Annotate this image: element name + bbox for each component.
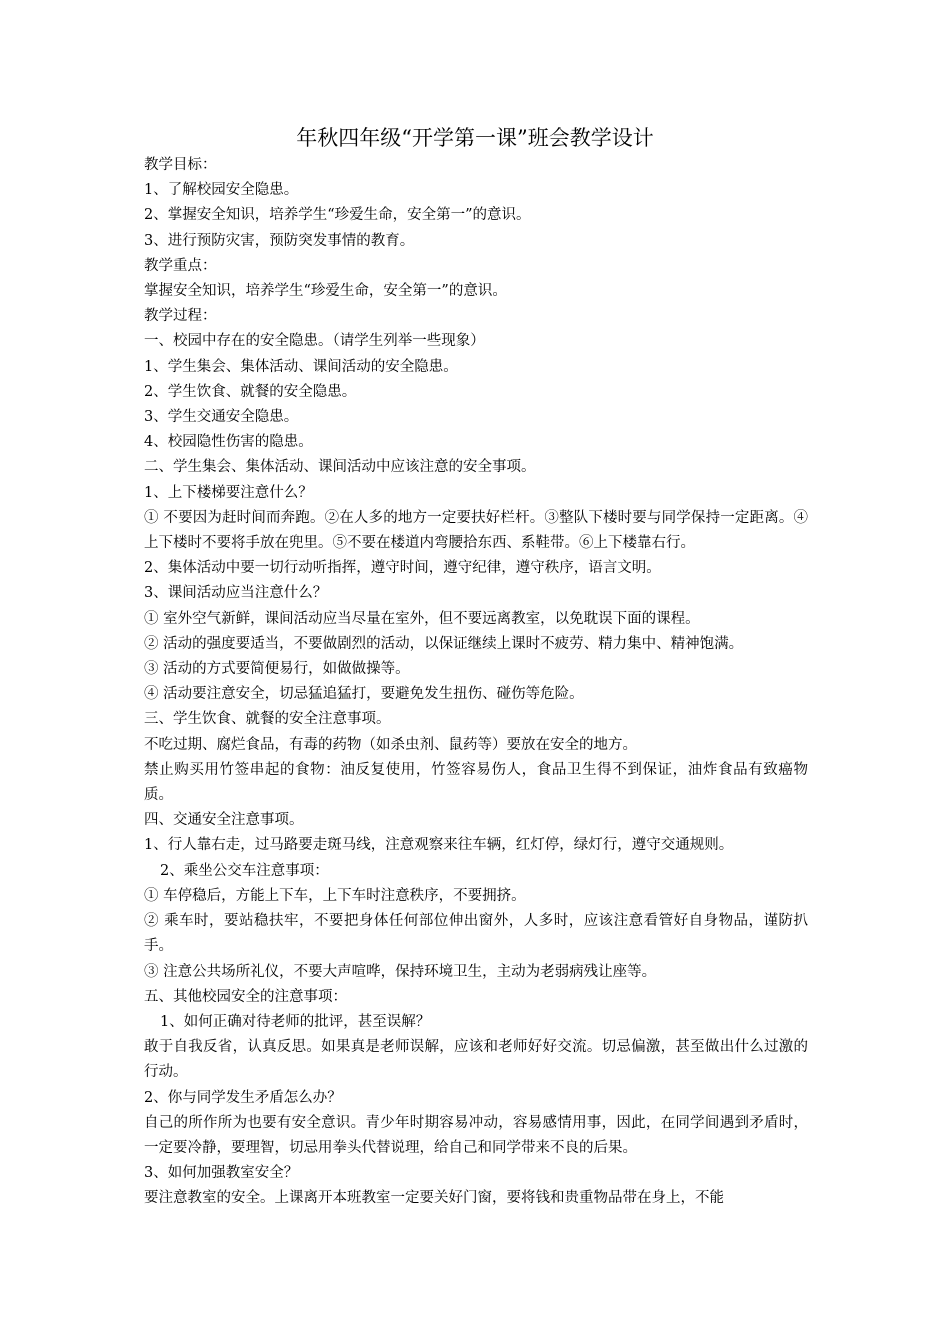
paragraph: 4、校园隐性伤害的隐患。 — [144, 434, 313, 451]
paragraph: 自己的所作所为也要有安全意识。青少年时期容易冲动，容易感情用事，因此，在同学间遇到矛盾时，一定要冷静，要理智，切忌用拳头代替说理，给自己和同学带来不良的后果。 — [144, 1114, 808, 1156]
paragraph: 1、上下楼梯要注意什么？ — [144, 484, 313, 501]
document-title: 年秋四年级“开学第一课”班会教学设计 — [296, 126, 654, 150]
paragraph: 教学过程： — [144, 308, 217, 325]
paragraph: 2、乘坐公交车注意事项： — [160, 862, 329, 879]
paragraph: ② 活动的强度要适当，不要做剧烈的活动，以保证继续上课时不疲劳、精力集中、精神饱满。 — [144, 635, 744, 652]
paragraph: 3、学生交通安全隐患。 — [144, 409, 299, 426]
paragraph: 敢于自我反省，认真反思。如果真是老师误解，应该和老师好好交流。切忌偏激，甚至做出什么过激的行动。 — [144, 1039, 808, 1081]
paragraph: 三、学生饮食、就餐的安全注意事项。 — [144, 711, 391, 728]
paragraph: ① 不要因为赶时间而奔跑。②在人多的地方一定要扶好栏杆。③整队下楼时要与同学保持一定距离。④上下楼时不要将手放在兜里。⑤不要在楼道内弯腰拾东西、系鞋带。⑥上下楼靠右行。 — [144, 509, 808, 552]
paragraph: 3、课间活动应当注意什么？ — [144, 585, 328, 602]
paragraph: 3、如何加强教室安全？ — [144, 1165, 299, 1182]
paragraph: 五、其他校园安全的注意事项： — [144, 988, 347, 1005]
paragraph: 要注意教室的安全。上课离开本班教室一定要关好门窗，要将钱和贵重物品带在身上，不能 — [144, 1190, 724, 1207]
paragraph: 2、集体活动中要一切行动听指挥，遵守时间，遵守纪律，遵守秩序，语言文明。 — [144, 560, 661, 577]
paragraph: 1、学生集会、集体活动、课间活动的安全隐患。 — [144, 358, 458, 375]
paragraph: 1、行人靠右走，过马路要走斑马线，注意观察来往车辆，红灯停，绿灯行，遵守交通规则。 — [144, 837, 734, 854]
paragraph: 教学重点： — [144, 257, 217, 274]
paragraph: ② 乘车时，要站稳扶牢，不要把身体任何部位伸出窗外，人多时，应该注意看管好自身物品，谨防扒手。 — [144, 913, 808, 955]
paragraph: 1、了解校园安全隐患。 — [144, 182, 299, 199]
paragraph: ① 车停稳后，方能上下车，上下车时注意秩序，不要拥挤。 — [144, 887, 526, 904]
paragraph: 掌握安全知识，培养学生“珍爱生命，安全第一”的意识。 — [144, 283, 507, 300]
paragraph: ④ 活动要注意安全，切忌猛追猛打，要避免发生扭伤、碰伤等危险。 — [144, 686, 584, 703]
paragraph: 禁止购买用竹签串起的食物：油反复使用，竹签容易伤人，食品卫生得不到保证，油炸食品有致癌物质。 — [144, 761, 808, 804]
paragraph: 不吃过期、腐烂食品，有毒的药物（如杀虫剂、鼠药等）要放在安全的地方。 — [144, 736, 637, 753]
paragraph: 一、校园中存在的安全隐患。（请学生列举一些现象） — [144, 333, 485, 350]
paragraph: ③ 注意公共场所礼仪，不要大声喧哗，保持环境卫生，主动为老弱病残让座等。 — [144, 963, 657, 980]
paragraph: 3、进行预防灾害，预防突发事情的教育。 — [144, 232, 415, 249]
paragraph: 2、你与同学发生矛盾怎么办？ — [144, 1089, 342, 1106]
paragraph: 2、掌握安全知识，培养学生“珍爱生命，安全第一”的意识。 — [144, 207, 531, 224]
paragraph: 二、学生集会、集体活动、课间活动中应该注意的安全事项。 — [144, 459, 536, 476]
paragraph: 1、如何正确对待老师的批评，甚至误解？ — [160, 1013, 431, 1030]
paragraph: 教学目标： — [144, 157, 217, 173]
paragraph: 2、学生饮食、就餐的安全隐患。 — [144, 383, 357, 400]
paragraph: 四、交通安全注意事项。 — [144, 812, 304, 829]
document-body — [144, 153, 808, 1212]
paragraph: ③ 活动的方式要简便易行，如做做操等。 — [144, 661, 410, 678]
paragraph: ① 室外空气新鲜，课间活动应当尽量在室外，但不要远离教室，以免耽误下面的课程。 — [144, 610, 700, 627]
